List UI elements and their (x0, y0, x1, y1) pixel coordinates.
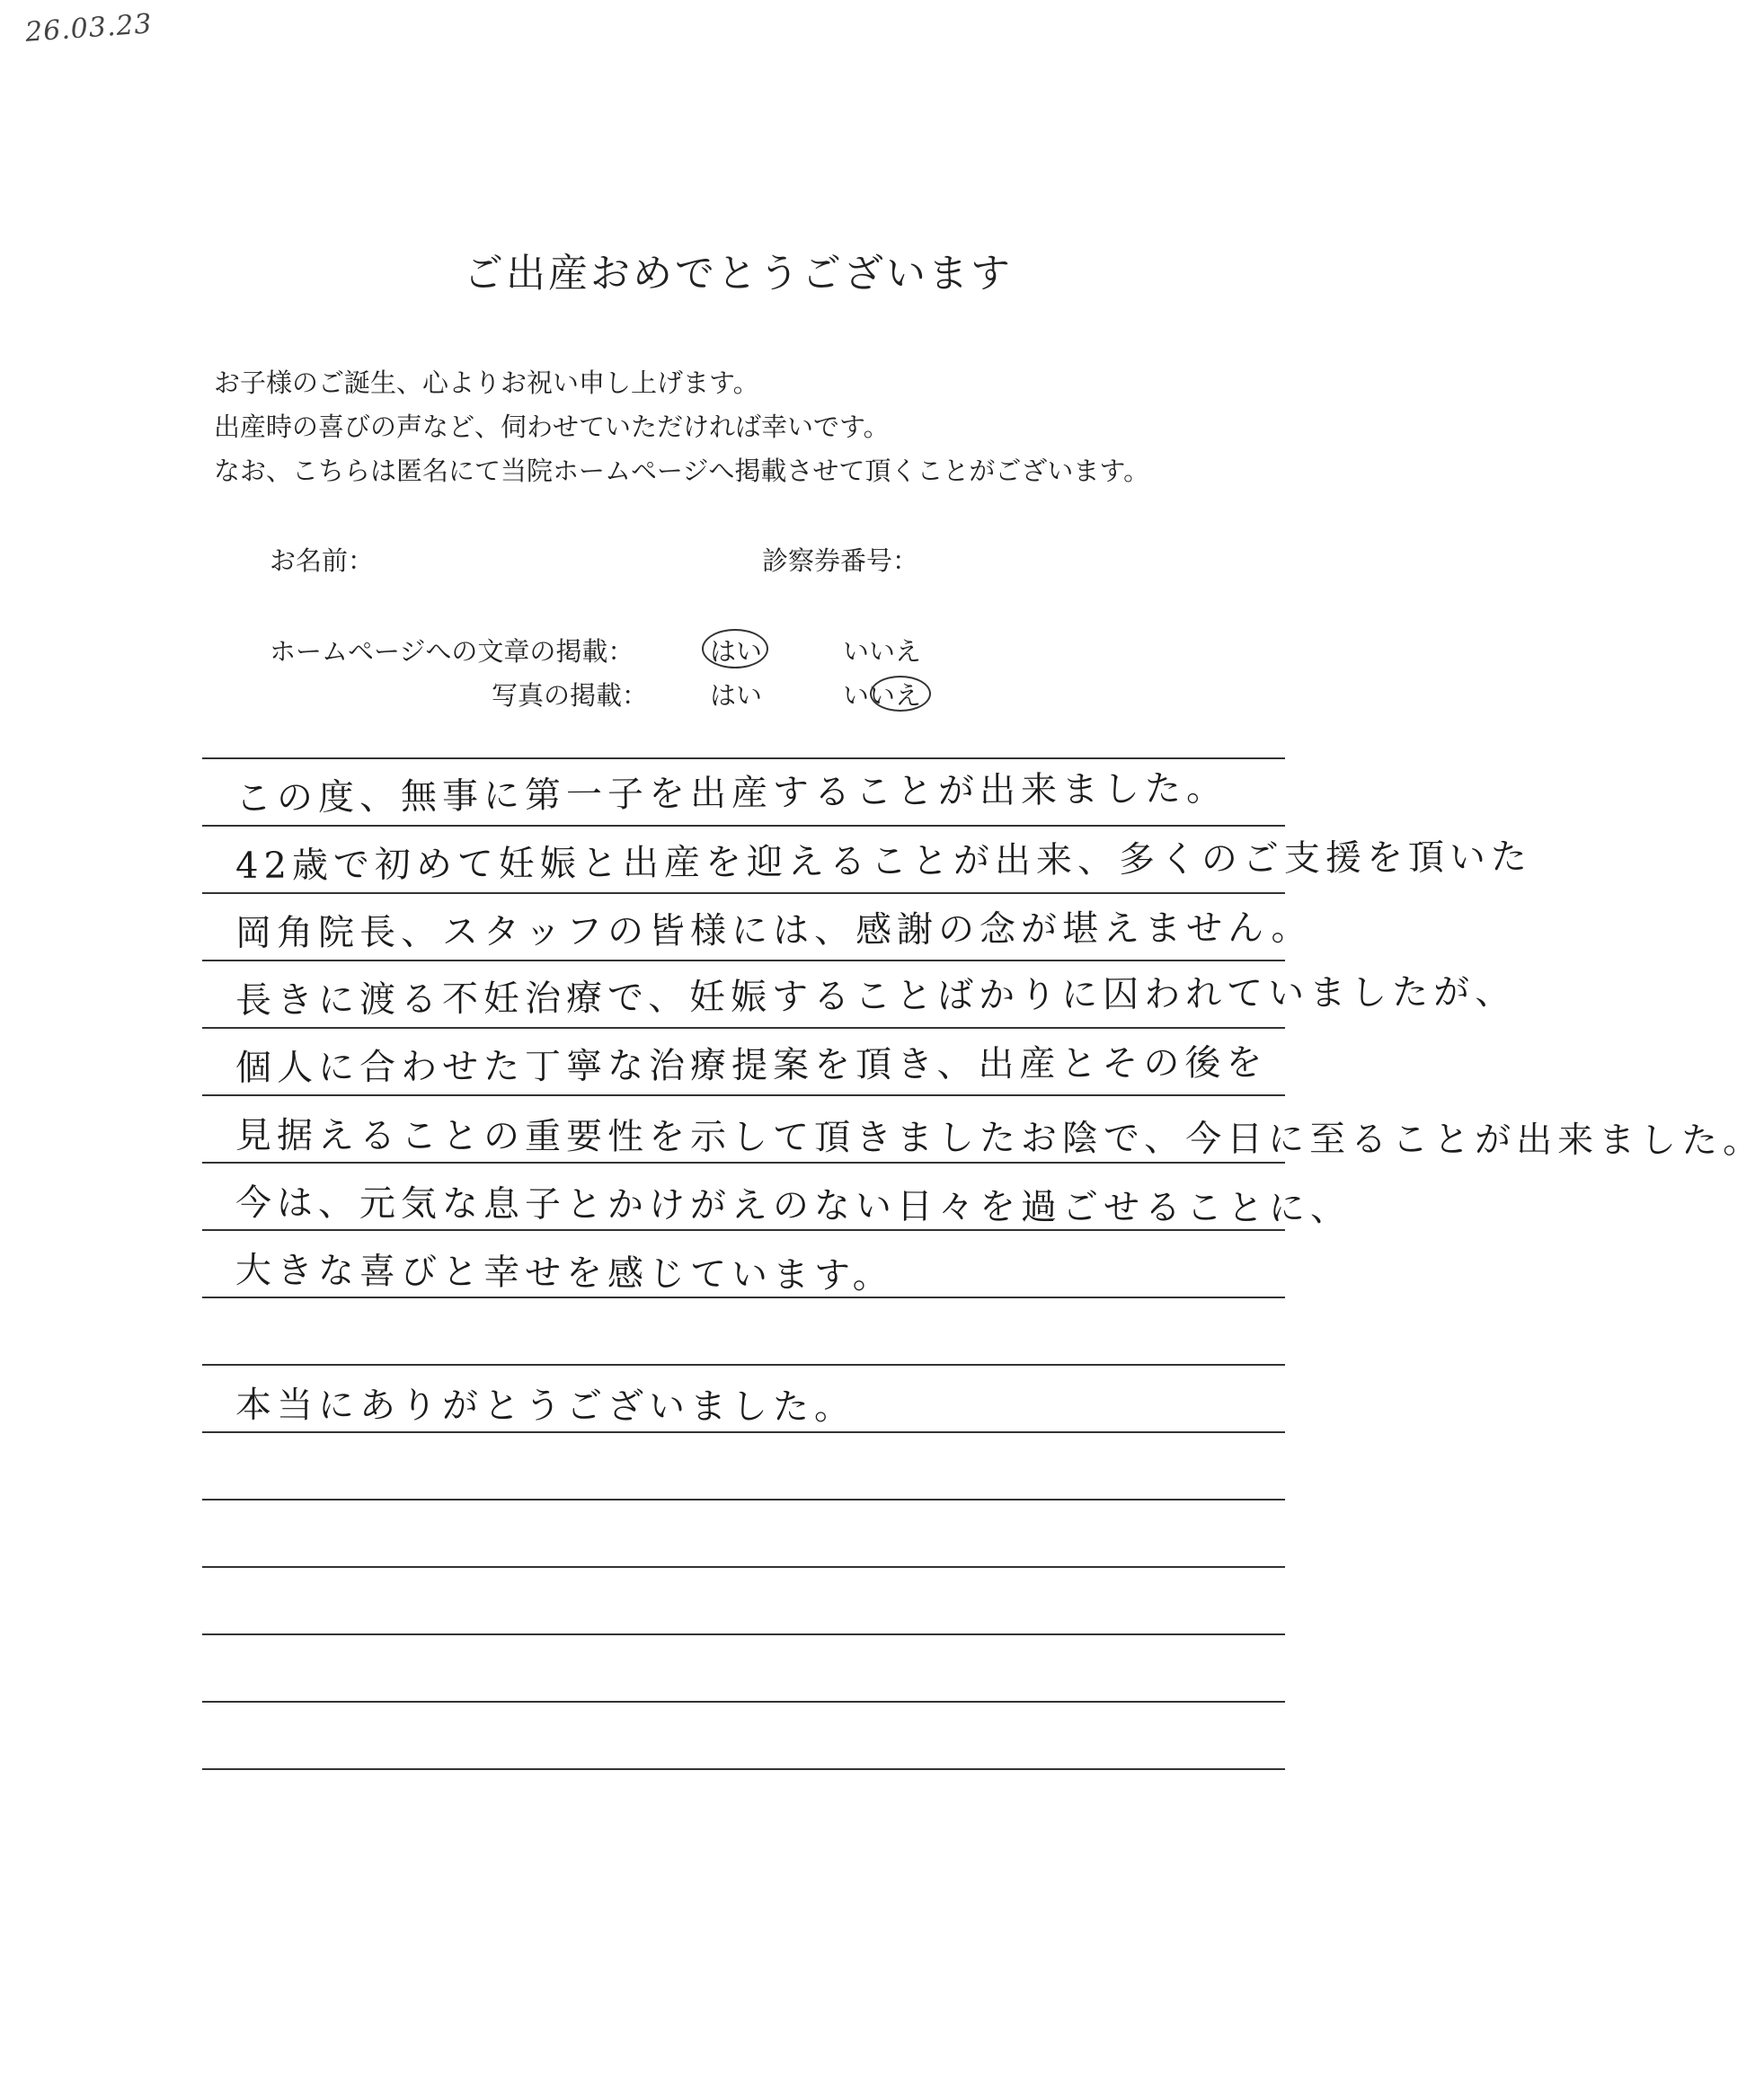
intro-line: なお、こちらは匿名にて当院ホームページへ掲載させて頂くことがございます。 (214, 456, 1150, 486)
intro-line: お子様のご誕生、心よりお祝い申し上げます。 (214, 367, 759, 398)
ruled-line (202, 1633, 1285, 1635)
intro-text (214, 361, 1149, 493)
ruled-line (202, 892, 1285, 894)
selection-circle-mark (870, 676, 931, 712)
date-stamp: 26.03.23 (23, 8, 154, 49)
ruled-line (202, 1768, 1285, 1770)
ruled-line (202, 1431, 1285, 1433)
photo-consent-label: 写真の掲載： (492, 680, 649, 711)
ruled-line (202, 960, 1285, 961)
ruled-line (202, 1027, 1285, 1029)
message-line: 今は、元気な息子とかけがえのない日々を過ごせることに、 (235, 1182, 1352, 1230)
ruled-line (202, 1701, 1285, 1703)
ruled-line (202, 1094, 1285, 1096)
message-line: 長きに渡る不妊治療で、妊娠することばかりに囚われていましたが、 (235, 971, 1517, 1022)
message-line: 42歳で初めて妊娠と出産を迎えることが出来、多くのご支援を頂いた (235, 836, 1533, 887)
name-field-label: お名前： (270, 545, 375, 576)
ruled-line (202, 757, 1285, 759)
message-line: 岡角院長、スタッフの皆様には、感謝の念が堪えません。 (235, 907, 1313, 954)
homepage-text-no-option[interactable]: いいえ (843, 636, 922, 667)
page-title: ご出産おめでとうございます (464, 251, 1013, 297)
photo-yes-option[interactable]: はい (710, 680, 763, 711)
message-line: 見据えることの重要性を示して頂きましたお陰で、今日に至ることが出来ました。 (235, 1115, 1764, 1162)
ruled-line (202, 1162, 1285, 1164)
card-number-field-label: 診察券番号： (762, 545, 919, 576)
homepage-text-consent-label: ホームページへの文章の掲載： (270, 636, 634, 667)
ruled-line (202, 1499, 1285, 1500)
message-line: 個人に合わせた丁寧な治療提案を頂き、出産とその後を (235, 1041, 1268, 1089)
ruled-line (202, 1566, 1285, 1568)
homepage-text-yes-option[interactable]: はい (710, 636, 763, 667)
selection-circle-mark (702, 629, 768, 668)
ruled-line (202, 825, 1285, 827)
message-line: この度、無事に第一子を出産することが出来ました。 (235, 767, 1228, 819)
message-line: 大きな喜びと幸せを感じています。 (235, 1250, 894, 1297)
ruled-line (202, 1364, 1285, 1366)
photo-no-option[interactable]: いいえ (843, 680, 922, 711)
message-line: 本当にありがとうございました。 (235, 1385, 856, 1429)
intro-line: 出産時の喜びの声など、伺わせていただければ幸いです。 (214, 412, 890, 442)
